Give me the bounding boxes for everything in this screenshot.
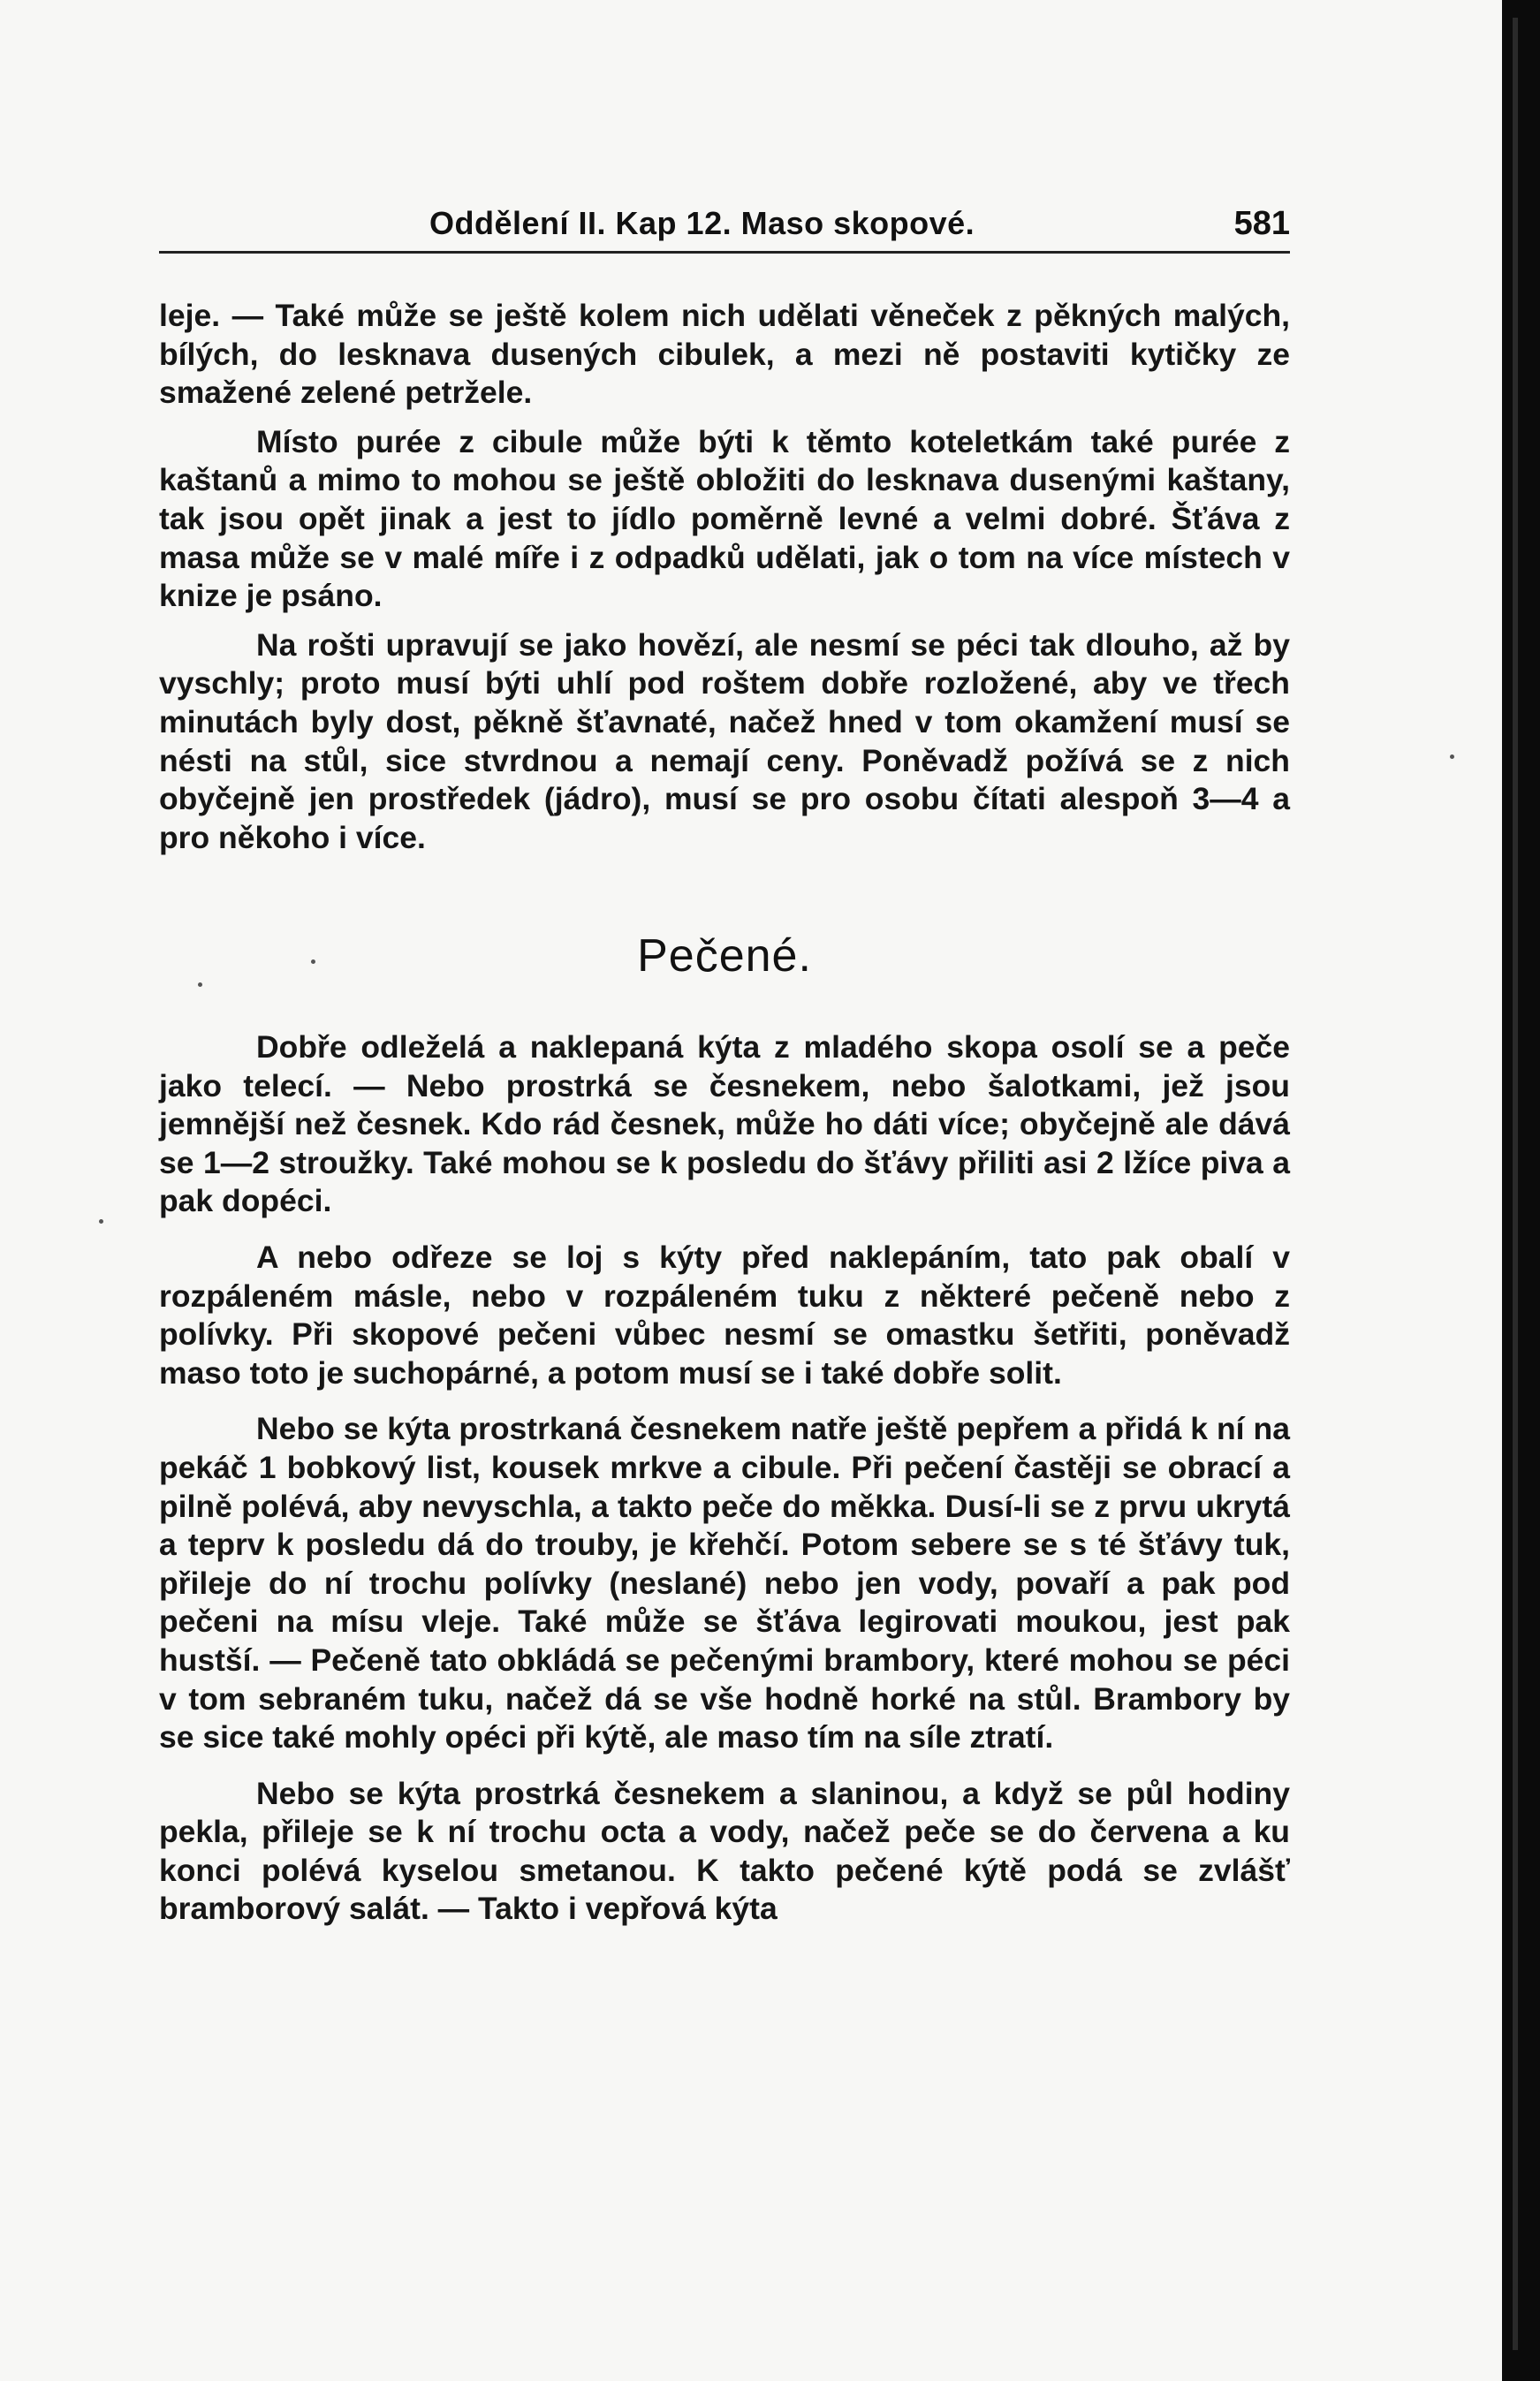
header-title: Oddělení II. Kap 12. Maso skopové. [429,205,975,241]
paragraph: Dobře odleželá a naklepaná kýta z mladého skopa osolí se a peče jako telecí. — Nebo prostrká se česnekem, nebo šalotkami, jež jsou jemnější než česnek. Kdo rád česnek, může ho dáti více; obyčejně ale dává se 1—2 stroužky. Také mohou se k posledu do šťávy přiliti asi 2 lžíce piva a pak dopéci. [159,1029,1290,1219]
paragraph: Na rošti upravují se jako hovězí, ale nesmí se péci tak dlouho, až by vyschly; proto musí býti uhlí pod roštem dobře rozložené, aby ve třech minutách byly dost, pěkně šťavnaté, načež hned v tom okamžení musí se nésti na stůl, sice stvrdnou a nemají ceny. Poněvadž požívá se z nich obyčejně jen prostředek (jádro), musí se pro osobu čítati alespoň 3—4 a pro někoho i více. [159,626,1290,855]
print-speck [99,1219,103,1224]
paragraph: leje. — Také může se ještě kolem nich udělati věneček z pěkných malých, bílých, do lesknava dusených cibulek, a mezi ně postaviti kytičky ze smažené zelené petržele. [159,298,1290,411]
paragraph: Nebo se kýta prostrká česnekem a slaninou, a když se půl hodiny pekla, přileje se k ní trochu octa a vody, načež peče se do červena a ku konci polévá kyselou smetanou. K takto pečené kýtě podá se zvlášť bramborový salát. — Takto i vepřová kýta [159,1775,1290,1927]
text-block-top [159,297,1290,857]
print-speck [311,959,315,964]
scan-edge-line [1513,18,1518,2350]
section-title: Pečené. [637,930,812,982]
page-number: 581 [1233,205,1290,242]
header-rule [159,251,1290,254]
running-header [159,205,1290,258]
print-speck [1450,754,1454,759]
paragraph: Místo purée z cibule může býti k těmto koteletkám také purée z kaštanů a mimo to mohou se ještě obložiti do lesknava dusenými kaštany, tak jsou opět jinak a jest to jídlo poměrně levné a velmi dobré. Šťáva z masa může se v malé míře i z odpadků udělati, jak o tom na více místech v knize je psáno. [159,423,1290,614]
paragraph: A nebo odřeze se loj s kýty před naklepáním, tato pak obalí v rozpáleném másle, nebo v rozpáleném tuku z některé pečeně nebo z polívky. Při skopové pečeni vůbec nesmí se omastku šetřiti, poněvadž maso toto je suchopárné, a potom musí se i také dobře solit. [159,1239,1290,1391]
paragraph: Nebo se kýta prostrkaná česnekem natře ještě pepřem a přidá k ní na pekáč 1 bobkový list, kousek mrkve a cibule. Při pečení častěji se obrací a pilně polévá, aby nevyschla, a takto peče do měkka. Dusí-li se z prvu ukrytá a teprv k posledu dá do trouby, je křehčí. Potom sebere se s té šťávy tuk, přileje do ní trochu polívky (neslané) nebo jen vody, povaří a pak pod pečeni na mísu vleje. Také může se šťáva legirovati moukou, jest pak hustší. — Pečeně tato obkládá se pečenými brambory, které mohou se péci v tom sebraném tuku, načež dá se vše hodně horké na stůl. Brambory by se sice také mohly opéci při kýtě, ale maso tím na síle ztratí. [159,1411,1290,1755]
text-block-bottom [159,1028,1290,1929]
print-speck [198,982,202,987]
scan-border [1502,0,1540,2381]
